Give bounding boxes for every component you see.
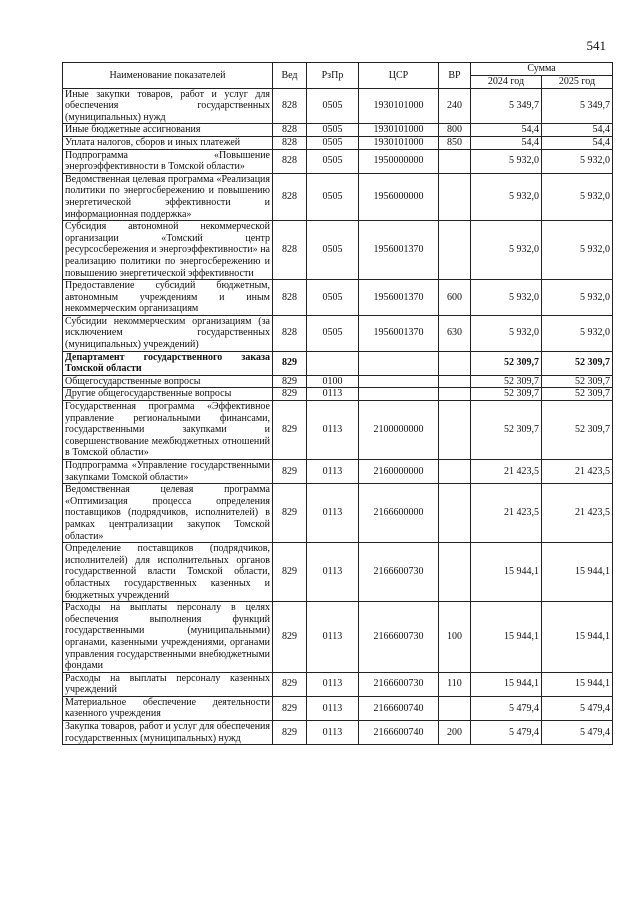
row-rzpr: 0505	[307, 149, 359, 173]
row-name: Другие общегосударственные вопросы	[63, 388, 273, 401]
row-csr: 2100000000	[359, 401, 439, 460]
page-number: 541	[586, 38, 606, 53]
row-name: Определение поставщиков (подрядчиков, исполнителей) для исполнительных органов государственной власти Томской области, областных государственных казенных и бюджетных учреждений	[63, 543, 273, 602]
row-csr	[359, 351, 439, 375]
row-amount-2024: 15 944,1	[471, 602, 542, 673]
row-csr: 2166600000	[359, 484, 439, 543]
row-rzpr: 0505	[307, 136, 359, 149]
table-row	[63, 696, 613, 720]
row-amount-2024: 15 944,1	[471, 543, 542, 602]
row-vr	[439, 401, 471, 460]
row-ved: 828	[273, 315, 307, 351]
row-name: Иные бюджетные ассигнования	[63, 124, 273, 137]
row-amount-2025: 21 423,5	[542, 484, 613, 543]
row-ved: 828	[273, 124, 307, 137]
row-ved: 829	[273, 351, 307, 375]
table-row	[63, 315, 613, 351]
header-name: Наименование показателей	[63, 63, 273, 89]
row-vr: 800	[439, 124, 471, 137]
row-vr	[439, 221, 471, 280]
row-ved: 828	[273, 136, 307, 149]
row-csr: 1956000000	[359, 173, 439, 220]
row-name: Иные закупки товаров, работ и услуг для обеспечения государственных (муниципальных) нужд	[63, 88, 273, 124]
row-amount-2024: 5 932,0	[471, 280, 542, 316]
row-rzpr: 0113	[307, 460, 359, 484]
row-name: Субсидии некоммерческим организациям (за исключением государственных (муниципальных) учреждений)	[63, 315, 273, 351]
row-amount-2025: 15 944,1	[542, 602, 613, 673]
row-name: Государственная программа «Эффективное управление региональными финансами, государственными закупками и совершенствование межбюджетных отношений в Томской области»	[63, 401, 273, 460]
table-row	[63, 484, 613, 543]
table-row	[63, 602, 613, 673]
row-vr	[439, 173, 471, 220]
row-csr: 1956001370	[359, 221, 439, 280]
row-rzpr	[307, 351, 359, 375]
row-amount-2025: 5 479,4	[542, 721, 613, 745]
row-rzpr: 0113	[307, 388, 359, 401]
row-rzpr: 0113	[307, 696, 359, 720]
row-vr	[439, 696, 471, 720]
row-amount-2025: 52 309,7	[542, 351, 613, 375]
row-amount-2025: 52 309,7	[542, 401, 613, 460]
row-amount-2024: 15 944,1	[471, 672, 542, 696]
row-amount-2024: 5 479,4	[471, 721, 542, 745]
row-csr: 1930101000	[359, 88, 439, 124]
row-amount-2025: 52 309,7	[542, 375, 613, 388]
row-csr: 2166600740	[359, 721, 439, 745]
table-row	[63, 173, 613, 220]
row-amount-2024: 52 309,7	[471, 401, 542, 460]
row-rzpr: 0113	[307, 672, 359, 696]
row-vr	[439, 375, 471, 388]
row-vr: 850	[439, 136, 471, 149]
row-rzpr: 0113	[307, 543, 359, 602]
row-amount-2024: 5 932,0	[471, 173, 542, 220]
header-sum: Сумма	[471, 63, 613, 76]
row-ved: 829	[273, 484, 307, 543]
row-csr: 2166600740	[359, 696, 439, 720]
row-vr	[439, 484, 471, 543]
table-row	[63, 721, 613, 745]
row-ved: 829	[273, 602, 307, 673]
table-row	[63, 280, 613, 316]
row-ved: 829	[273, 401, 307, 460]
table-row	[63, 149, 613, 173]
table-row	[63, 388, 613, 401]
row-ved: 828	[273, 149, 307, 173]
row-rzpr: 0505	[307, 173, 359, 220]
row-name: Подпрограмма «Управление государственными закупками Томской области»	[63, 460, 273, 484]
row-ved: 829	[273, 460, 307, 484]
row-amount-2025: 5 932,0	[542, 221, 613, 280]
row-name: Ведомственная целевая программа «Реализация политики по энергосбережению и повышению энергетической эффективности и информационная поддержка»	[63, 173, 273, 220]
row-ved: 828	[273, 221, 307, 280]
table-row	[63, 543, 613, 602]
header-ved: Вед	[273, 63, 307, 89]
row-vr	[439, 351, 471, 375]
row-csr: 2160000000	[359, 460, 439, 484]
row-ved: 829	[273, 388, 307, 401]
row-amount-2024: 5 932,0	[471, 149, 542, 173]
row-name: Подпрограмма «Повышение энергоэффективности в Томской области»	[63, 149, 273, 173]
table-body	[63, 88, 613, 745]
row-rzpr: 0505	[307, 280, 359, 316]
table-row	[63, 672, 613, 696]
row-vr: 110	[439, 672, 471, 696]
row-vr	[439, 388, 471, 401]
row-name: Департамент государственного заказа Томской области	[63, 351, 273, 375]
row-amount-2025: 5 932,0	[542, 149, 613, 173]
header-csr: ЦСР	[359, 63, 439, 89]
table-row	[63, 401, 613, 460]
row-vr	[439, 460, 471, 484]
row-ved: 829	[273, 543, 307, 602]
row-amount-2024: 52 309,7	[471, 351, 542, 375]
row-amount-2024: 21 423,5	[471, 484, 542, 543]
table-row	[63, 136, 613, 149]
row-amount-2025: 5 349,7	[542, 88, 613, 124]
row-vr: 240	[439, 88, 471, 124]
row-vr: 200	[439, 721, 471, 745]
row-name: Ведомственная целевая программа «Оптимизация процесса определения поставщиков (подрядчиков, исполнителей) в рамках централизации закупок Томской области»	[63, 484, 273, 543]
row-amount-2025: 5 932,0	[542, 173, 613, 220]
row-csr: 1950000000	[359, 149, 439, 173]
row-amount-2024: 5 932,0	[471, 221, 542, 280]
row-name: Закупка товаров, работ и услуг для обеспечения государственных (муниципальных) нужд	[63, 721, 273, 745]
row-amount-2024: 52 309,7	[471, 375, 542, 388]
row-amount-2025: 5 479,4	[542, 696, 613, 720]
row-ved: 829	[273, 721, 307, 745]
header-year-2025: 2025 год	[542, 76, 613, 89]
row-name: Уплата налогов, сборов и иных платежей	[63, 136, 273, 149]
row-name: Расходы на выплаты персоналу в целях обеспечения выполнения функций государственными (муниципальными) органами, казенными учреждениями, органами управления государственными внебюджетными фондами	[63, 602, 273, 673]
table-row	[63, 124, 613, 137]
row-csr	[359, 388, 439, 401]
table-row	[63, 221, 613, 280]
row-rzpr: 0505	[307, 124, 359, 137]
table-row	[63, 460, 613, 484]
row-ved: 828	[273, 280, 307, 316]
row-rzpr: 0113	[307, 602, 359, 673]
row-amount-2025: 5 932,0	[542, 315, 613, 351]
table-header	[63, 63, 613, 89]
row-rzpr: 0113	[307, 721, 359, 745]
row-amount-2024: 52 309,7	[471, 388, 542, 401]
row-amount-2024: 54,4	[471, 136, 542, 149]
row-amount-2025: 15 944,1	[542, 543, 613, 602]
row-amount-2025: 21 423,5	[542, 460, 613, 484]
budget-table	[62, 62, 613, 745]
row-csr: 1930101000	[359, 136, 439, 149]
row-rzpr: 0100	[307, 375, 359, 388]
header-vr: ВР	[439, 63, 471, 89]
row-name: Субсидия автономной некоммерческой организации «Томский центр ресурсосбережения и энергоэффективности» на реализацию политики по энергосбережению и повышению энергетической эффективности	[63, 221, 273, 280]
row-rzpr: 0113	[307, 401, 359, 460]
row-vr	[439, 149, 471, 173]
row-amount-2025: 54,4	[542, 124, 613, 137]
row-rzpr: 0113	[307, 484, 359, 543]
row-amount-2025: 54,4	[542, 136, 613, 149]
row-csr: 2166600730	[359, 543, 439, 602]
row-rzpr: 0505	[307, 221, 359, 280]
header-rzpr: РзПр	[307, 63, 359, 89]
row-amount-2024: 54,4	[471, 124, 542, 137]
row-csr: 1956001370	[359, 315, 439, 351]
row-csr: 2166600730	[359, 602, 439, 673]
row-ved: 829	[273, 375, 307, 388]
row-amount-2024: 21 423,5	[471, 460, 542, 484]
row-ved: 828	[273, 173, 307, 220]
row-amount-2024: 5 479,4	[471, 696, 542, 720]
row-vr: 100	[439, 602, 471, 673]
row-ved: 829	[273, 696, 307, 720]
row-amount-2024: 5 349,7	[471, 88, 542, 124]
row-amount-2024: 5 932,0	[471, 315, 542, 351]
row-rzpr: 0505	[307, 88, 359, 124]
row-name: Расходы на выплаты персоналу казенных учреждений	[63, 672, 273, 696]
row-amount-2025: 15 944,1	[542, 672, 613, 696]
row-name: Общегосударственные вопросы	[63, 375, 273, 388]
row-name: Материальное обеспечение деятельности казенного учреждения	[63, 696, 273, 720]
row-name: Предоставление субсидий бюджетным, автономным учреждениям и иным некоммерческим организациям	[63, 280, 273, 316]
row-rzpr: 0505	[307, 315, 359, 351]
row-vr: 630	[439, 315, 471, 351]
row-vr	[439, 543, 471, 602]
row-csr: 1930101000	[359, 124, 439, 137]
table-row	[63, 88, 613, 124]
row-csr	[359, 375, 439, 388]
row-amount-2025: 52 309,7	[542, 388, 613, 401]
table-row	[63, 351, 613, 375]
row-ved: 828	[273, 88, 307, 124]
row-csr: 1956001370	[359, 280, 439, 316]
header-year-2024: 2024 год	[471, 76, 542, 89]
row-csr: 2166600730	[359, 672, 439, 696]
row-amount-2025: 5 932,0	[542, 280, 613, 316]
table-row	[63, 375, 613, 388]
row-vr: 600	[439, 280, 471, 316]
row-ved: 829	[273, 672, 307, 696]
